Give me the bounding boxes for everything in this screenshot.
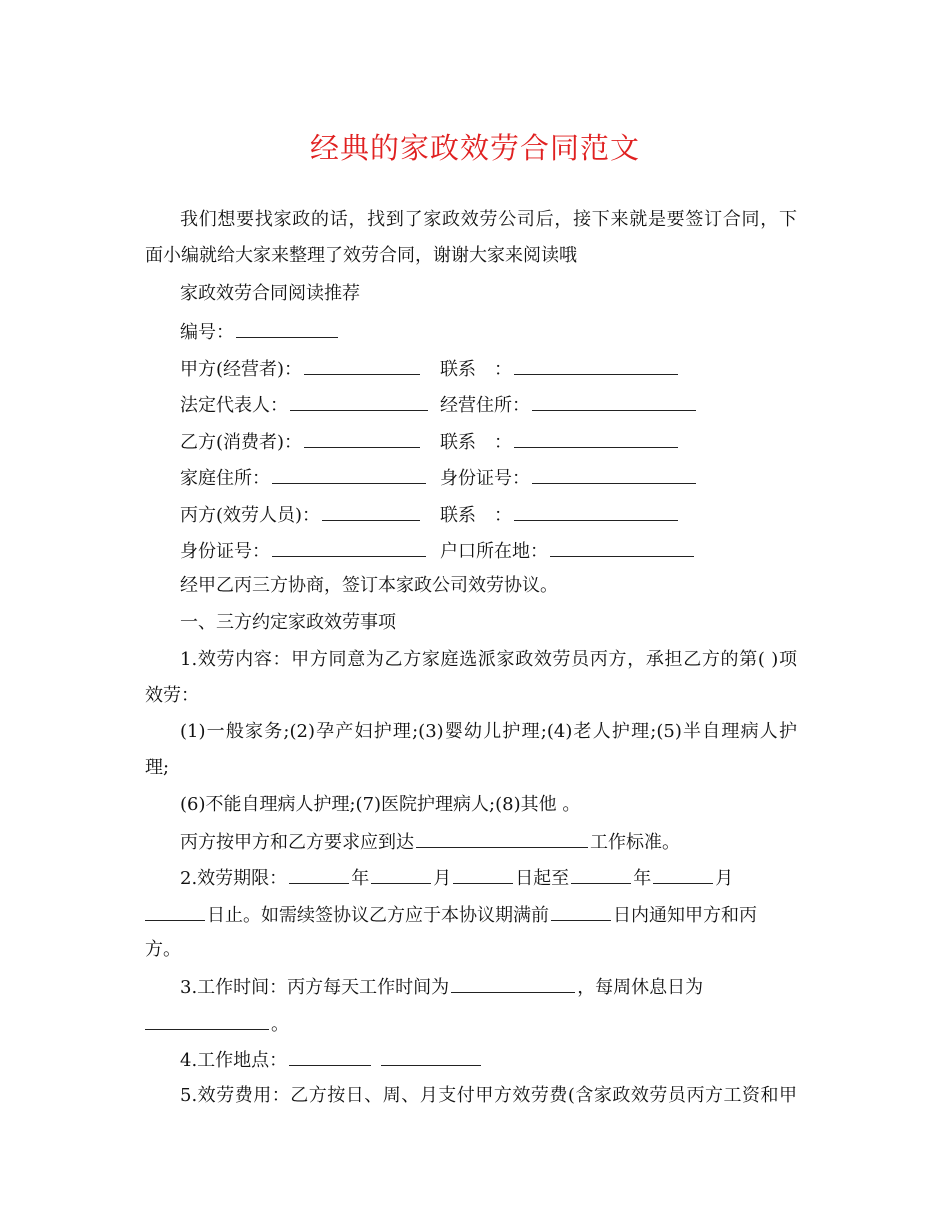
list-line-c: (6)不能自理病人护理;(7)医院护理病人;(8)其他 。 bbox=[180, 794, 581, 815]
end-year-blank bbox=[571, 865, 631, 884]
end-month-unit: 月 bbox=[715, 868, 734, 889]
agreement-line: 经甲乙丙三方协商，签订本家政公司效劳协议。 bbox=[180, 575, 558, 596]
number-blank bbox=[236, 319, 338, 338]
intro-line-1: 我们想要找家政的话，找到了家政效劳公司后，接下来就是要签订合同，下 bbox=[180, 209, 797, 230]
party-b-id-label: 身份证号： bbox=[440, 468, 530, 489]
item-2-label: 2.效劳期限： bbox=[180, 868, 288, 889]
party-c-contact-field bbox=[440, 502, 680, 528]
standard-blank bbox=[416, 829, 588, 848]
party-c-contact-blank bbox=[514, 502, 678, 521]
rest-day-blank bbox=[145, 1011, 269, 1030]
party-b-contact-label: 联系 ： bbox=[440, 432, 512, 453]
item-3-line-b bbox=[145, 1011, 289, 1037]
party-c-label: 丙方(效劳人员)： bbox=[180, 505, 321, 526]
workplace-blank-2 bbox=[381, 1047, 481, 1066]
start-day-blank bbox=[453, 865, 513, 884]
item-1-line-b: 效劳： bbox=[145, 685, 199, 706]
party-a-label: 甲方(经营者)： bbox=[180, 359, 303, 380]
renew-days-blank bbox=[551, 902, 611, 921]
list-line-a: (1)一般家务;(2)孕产妇护理;(3)婴幼儿护理;(4)老人护理;(5)半自理病人护 bbox=[180, 721, 797, 742]
household-field bbox=[440, 538, 696, 564]
section-1-heading: 一、三方约定家政效劳事项 bbox=[180, 612, 396, 633]
intro-line-2: 面小编就给大家来整理了效劳合同，谢谢大家来阅读哦 bbox=[145, 245, 577, 266]
item-3-text-b: ，每周休息日为 bbox=[577, 977, 704, 998]
item-5-line: 5.效劳费用：乙方按日、周、月支付甲方效劳费(含家政效劳员丙方工资和甲 bbox=[180, 1085, 797, 1106]
party-a-field bbox=[180, 356, 422, 382]
business-addr-label: 经营住所： bbox=[440, 395, 530, 416]
party-b-contact-field bbox=[440, 429, 680, 455]
party-b-label: 乙方(消费者)： bbox=[180, 432, 303, 453]
business-addr-field bbox=[440, 392, 698, 418]
party-b-id-field bbox=[440, 465, 698, 491]
household-blank bbox=[550, 538, 694, 557]
item-3-line-a bbox=[180, 974, 703, 1000]
start-day-unit: 日起至 bbox=[515, 868, 570, 889]
party-c-id-blank bbox=[272, 538, 426, 557]
start-year-unit: 年 bbox=[351, 868, 370, 889]
start-month-blank bbox=[371, 865, 431, 884]
party-c-field bbox=[180, 502, 422, 528]
document-title: 经典的家政效劳合同范文 bbox=[309, 131, 640, 165]
item-3-end: 。 bbox=[271, 1014, 289, 1035]
party-c-id-field bbox=[180, 538, 428, 564]
end-day-blank bbox=[145, 902, 205, 921]
standard-line bbox=[180, 829, 680, 855]
start-month-unit: 月 bbox=[433, 868, 452, 889]
party-a-contact-field bbox=[440, 356, 680, 382]
legal-rep-field bbox=[180, 392, 430, 418]
party-b-id-blank bbox=[532, 465, 696, 484]
item-2-line-a bbox=[180, 865, 733, 891]
standard-text-b: 工作标准。 bbox=[590, 832, 680, 853]
home-addr-label: 家庭住所： bbox=[180, 468, 270, 489]
legal-rep-label: 法定代表人： bbox=[180, 395, 288, 416]
number-label: 编号： bbox=[180, 322, 234, 343]
party-c-blank bbox=[322, 502, 420, 521]
recommend-heading: 家政效劳合同阅读推荐 bbox=[180, 283, 360, 304]
workplace-blank-1 bbox=[289, 1047, 371, 1066]
item-4-line bbox=[180, 1047, 483, 1073]
standard-text-a: 丙方按甲方和乙方要求应到达 bbox=[180, 832, 414, 853]
item-2-text-b: 日止。如需续签协议乙方应于本协议期满前 bbox=[207, 905, 549, 926]
item-4-label: 4.工作地点： bbox=[180, 1050, 288, 1071]
item-2-text-c: 日内通知甲方和丙 bbox=[613, 905, 757, 926]
home-addr-field bbox=[180, 465, 428, 491]
number-field bbox=[180, 319, 340, 345]
party-c-contact-label: 联系 ： bbox=[440, 505, 512, 526]
party-b-field bbox=[180, 429, 422, 455]
item-2-line-d: 方。 bbox=[145, 939, 181, 960]
party-a-contact-label: 联系 ： bbox=[440, 359, 512, 380]
party-c-id-label: 身份证号： bbox=[180, 541, 270, 562]
business-addr-blank bbox=[532, 392, 696, 411]
item-3-text-a: 3.工作时间：丙方每天工作时间为 bbox=[180, 977, 450, 998]
end-month-blank bbox=[653, 865, 713, 884]
party-b-blank bbox=[304, 429, 420, 448]
start-year-blank bbox=[289, 865, 349, 884]
daily-hours-blank bbox=[451, 974, 575, 993]
home-addr-blank bbox=[272, 465, 426, 484]
item-1-line-a: 1.效劳内容：甲方同意为乙方家庭选派家政效劳员丙方，承担乙方的第( )项 bbox=[180, 649, 797, 670]
legal-rep-blank bbox=[290, 392, 428, 411]
list-line-b: 理; bbox=[145, 757, 170, 778]
party-a-contact-blank bbox=[514, 356, 678, 375]
end-year-unit: 年 bbox=[633, 868, 652, 889]
item-2-line-b bbox=[145, 902, 757, 928]
party-b-contact-blank bbox=[514, 429, 678, 448]
household-label: 户口所在地： bbox=[440, 541, 548, 562]
party-a-blank bbox=[304, 356, 420, 375]
